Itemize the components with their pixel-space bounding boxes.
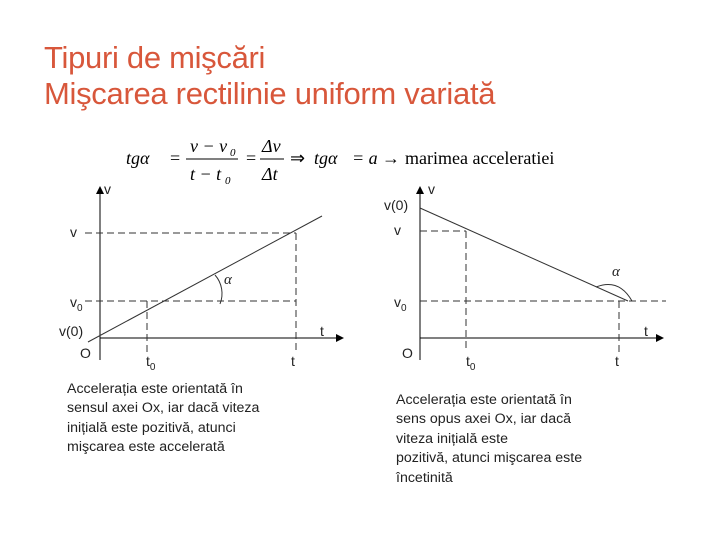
- left-t-axis-arrow-icon: [336, 334, 344, 342]
- left-origin-label: O: [80, 345, 91, 361]
- right-axis-v-label: v: [428, 181, 435, 197]
- left-axis-v-label: v: [104, 181, 111, 197]
- right-angle-arc: [596, 284, 632, 301]
- formula-equals-2: =: [246, 148, 257, 168]
- left-t-label: t: [291, 353, 295, 369]
- left-v-of-0-label: v(0): [59, 323, 84, 339]
- formula-equals-1: =: [170, 148, 181, 168]
- left-t0-label: $t_0$: [146, 353, 156, 373]
- left-alpha-label: α: [224, 272, 232, 288]
- right-v0-label: $v_0$: [394, 294, 407, 314]
- right-v-axis-arrow-icon: [416, 186, 424, 194]
- formula-equals-a: = a: [352, 148, 378, 168]
- right-axis-t-label: t: [644, 323, 648, 339]
- right-v-of-0-label: v(0): [384, 197, 409, 213]
- formula-denominator-1-sub: 0: [225, 175, 231, 184]
- right-t0-label: $t_0$: [466, 353, 476, 373]
- right-alpha-label: α: [612, 264, 620, 280]
- left-v-label: v: [70, 224, 77, 240]
- formula-numerator-1: v − v: [190, 136, 228, 156]
- acceleration-formula: [0, 128, 728, 184]
- graph-accelerated: [50, 180, 350, 376]
- right-t-axis-arrow-icon: [656, 334, 664, 342]
- left-v0-label: $v_0$: [70, 294, 83, 314]
- left-angle-arc: [215, 275, 222, 304]
- left-velocity-line: [88, 216, 322, 342]
- description-accelerated: Accelerația este orientată în sensul axei Ox, iar dacă viteza inițială este pozitivă, atunci mişcarea este accelerată: [67, 381, 260, 456]
- formula-tg-alpha-lhs: tgα: [126, 148, 150, 168]
- formula-denominator-1: t − t: [190, 164, 222, 184]
- formula-arrow: →: [382, 148, 400, 168]
- graph-decelerated: [370, 180, 670, 376]
- formula-tg-alpha-rhs: tgα: [314, 148, 338, 168]
- title-line-1: Tipuri de mişcări: [44, 40, 266, 75]
- formula-meaning: marimea acceleratiei: [405, 148, 555, 168]
- title-line-2: Mişcarea rectilinie uniform variată: [44, 76, 496, 111]
- right-v-label: v: [394, 222, 401, 238]
- slide-title: [44, 40, 495, 112]
- formula-implies: ⇒: [290, 148, 306, 168]
- description-decelerated: Accelerația este orientată în sens opus axei Ox, iar dacă viteza inițială este pozitivă, atunci mişcarea este încetinită: [396, 392, 583, 486]
- left-v-axis-arrow-icon: [96, 186, 104, 194]
- right-origin-label: O: [402, 345, 413, 361]
- formula-numerator-2: Δv: [262, 136, 281, 156]
- formula-denominator-2: Δt: [262, 164, 278, 184]
- left-axis-t-label: t: [320, 323, 324, 339]
- formula-numerator-1-sub: 0: [230, 147, 236, 159]
- right-t-label: t: [615, 353, 619, 369]
